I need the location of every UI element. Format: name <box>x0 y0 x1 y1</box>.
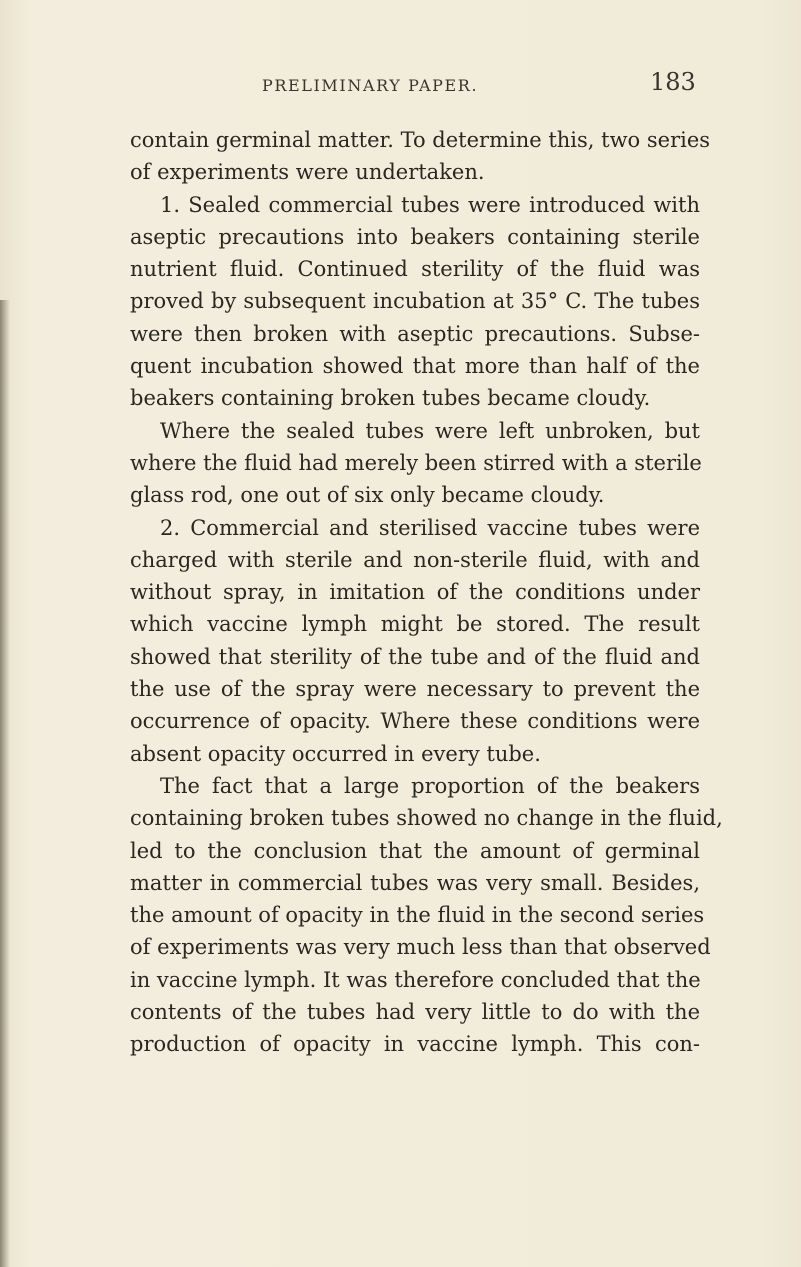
text-line: the use of the spray were necessary to prevent the <box>130 677 700 702</box>
text-line: aseptic precautions into beakers containing sterile <box>130 224 700 249</box>
text-line: matter in commercial tubes was very small. Besides, <box>130 870 700 895</box>
text-line: were then broken with aseptic precautions. Subse- <box>130 321 700 346</box>
text-line: occurrence of opacity. Where these conditions were <box>130 709 700 734</box>
text-line: nutrient fluid. Continued sterility of the fluid was <box>130 257 700 282</box>
text-line: production of opacity in vaccine lymph. This con- <box>130 1032 700 1057</box>
text-line: Where the sealed tubes were left unbroken, but <box>160 418 700 443</box>
text-line: absent opacity occurred in every tube. <box>130 741 541 766</box>
body-text <box>130 124 723 1061</box>
text-line: containing broken tubes showed no change in the fluid, <box>130 806 723 831</box>
text-line: 2. Commercial and sterilised vaccine tubes were <box>160 515 700 540</box>
text-line: showed that sterility of the tube and of the fluid and <box>130 644 700 669</box>
text-line: proved by subsequent incubation at 35° C. The tubes <box>130 289 700 314</box>
running-head: PRELIMINARY PAPER. <box>262 76 479 95</box>
text-line: The fact that a large proportion of the beakers <box>160 773 700 798</box>
text-line: the amount of opacity in the fluid in the second series <box>130 903 705 928</box>
text-line: charged with sterile and non-sterile fluid, with and <box>130 547 700 572</box>
text-line: which vaccine lymph might be stored. The result <box>130 612 700 637</box>
page-spine-shadow <box>0 300 10 1267</box>
text-line: 1. Sealed commercial tubes were introduced with <box>160 192 700 217</box>
text-line: quent incubation showed that more than half of the <box>130 354 700 379</box>
text-line: of experiments were undertaken. <box>130 160 485 185</box>
text-line: where the fluid had merely been stirred with a sterile <box>130 450 702 475</box>
text-line: without spray, in imitation of the conditions under <box>130 580 700 605</box>
text-line: led to the conclusion that the amount of germinal <box>130 838 700 863</box>
text-line: of experiments was very much less than that observed <box>130 935 711 960</box>
text-line: in vaccine lymph. It was therefore concluded that the <box>130 967 701 992</box>
text-line: glass rod, one out of six only became cloudy. <box>130 483 605 508</box>
text-line: beakers containing broken tubes became cloudy. <box>130 386 651 411</box>
page-number: 183 <box>650 68 696 96</box>
page-header <box>0 68 801 108</box>
text-line: contain germinal matter. To determine this, two series <box>130 128 711 152</box>
text-line: contents of the tubes had very little to do with the <box>130 1000 700 1025</box>
